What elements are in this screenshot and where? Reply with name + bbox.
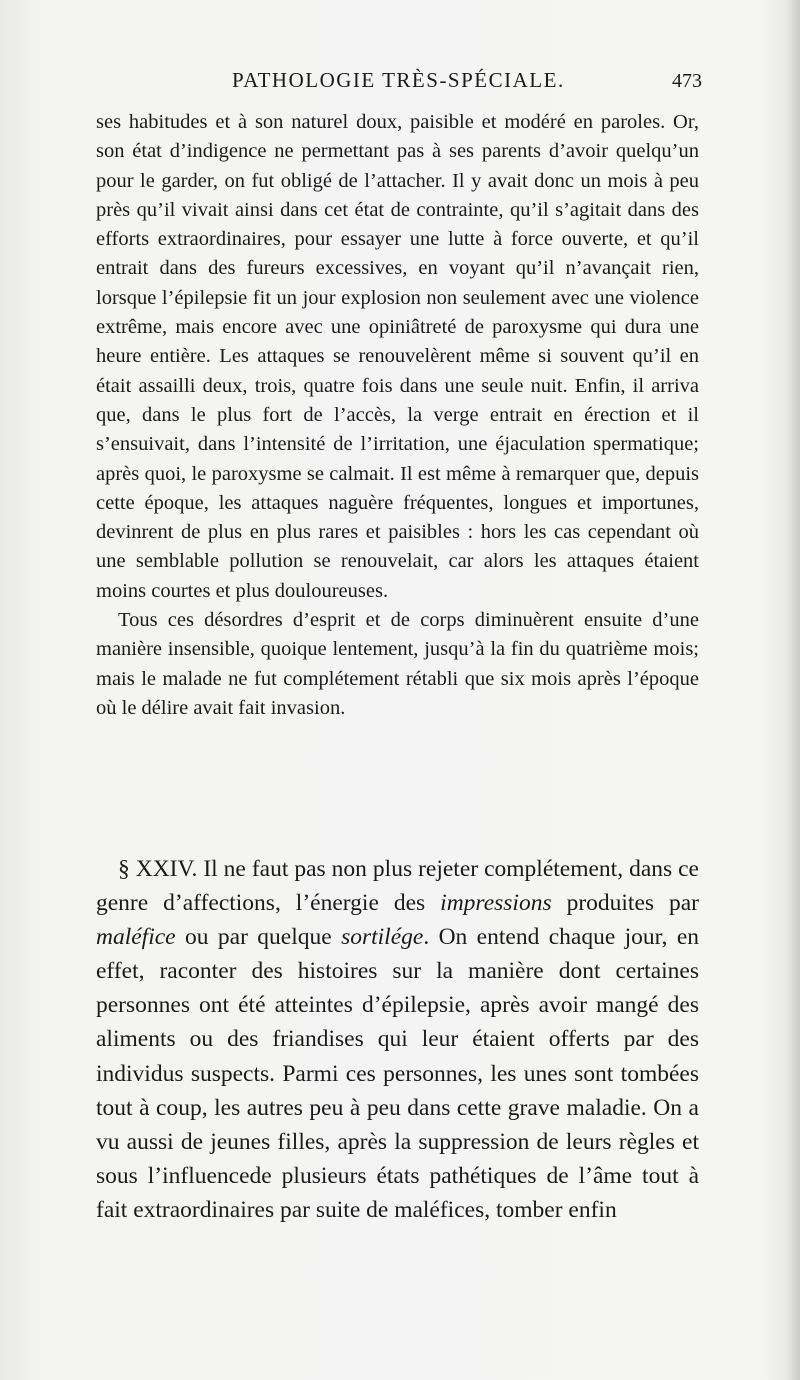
body-text [96,108,699,723]
section-xxiv [96,852,699,1227]
italic-term: impressions [440,890,552,917]
section-text: ou par quelque [175,924,342,951]
page-number: 473 [672,70,702,92]
italic-term: sortilége [341,924,424,951]
italic-term: maléfice [96,924,176,951]
section-text: Il ne faut pas non plus rejeter complétement, dans ce genre d’affections, l’énergie des [96,856,699,917]
page-header [96,68,702,102]
paragraph-continued: ses habitudes et à son naturel doux, paisible et modéré en paroles. Or, son état d’indigence ne permettant pas à ses parents d’avoir quelqu’un pour le garder, on fut obligé de l’attacher. Il y avait donc un mois à peu près qu’il vivait ainsi dans cet état de contrainte, qu’il s’agitait dans des efforts extraordinaires, pour essayer une lutte à force ouverte, et qu’il entrait dans des fureurs excessives, en voyant qu’il n’avançait rien, lorsque l’épilepsie fit un jour explosion non seulement avec une violence extrême, mais encore avec une opiniâtreté de paroxysme qui dura une heure entière. Les attaques se renouvelèrent même si souvent qu’il en était assailli deux, trois, quatre fois dans une seule nuit. Enfin, il arriva que, dans le plus fort de l’accès, la verge entrait en érection et il s’ensuivait, dans l’intensité de l’irritation, une éjaculation spermatique; après quoi, le paroxysme se calmait. Il est même à remarquer que, depuis cette époque, les attaques naguère fréquentes, longues et importunes, devinrent de plus en plus rares et paisibles : hors les cas cependant où une semblable pollution se renouvelait, car alors les attaques étaient moins courtes et plus douloureuses. [96,111,699,602]
section-text: . On entend chaque jour, en effet, raconter des histoires sur la manière dont certaines personnes ont été atteintes d’épilepsie, après avoir mangé des aliments ou des friandises qui leur étaient offerts par des individus suspects. Parmi ces personnes, les unes sont tombées tout à coup, les autres peu à peu dans cette grave maladie. On a vu aussi de jeunes filles, après la suppression de leurs règles et sous l’influencede plusieurs états pathétiques de l’âme tout à fait extraordinaires par suite de maléfices, tomber enfin [96,924,699,1223]
section-heading: § XXIV. [118,856,198,882]
running-head: PATHOLOGIE TRÈS-SPÉCIALE. [232,68,565,92]
section-text: produites par [551,890,700,917]
paragraph: Tous ces désordres d’esprit et de corps diminuèrent ensuite d’une manière insensible, quoique lentement, jusqu’à la fin du quatrième mois; mais le malade ne fut complétement rétabli que six mois après l’époque où le délire avait fait invasion. [96,609,699,719]
scan-edge-shadow [786,0,800,1380]
section-paragraph [96,852,699,1227]
